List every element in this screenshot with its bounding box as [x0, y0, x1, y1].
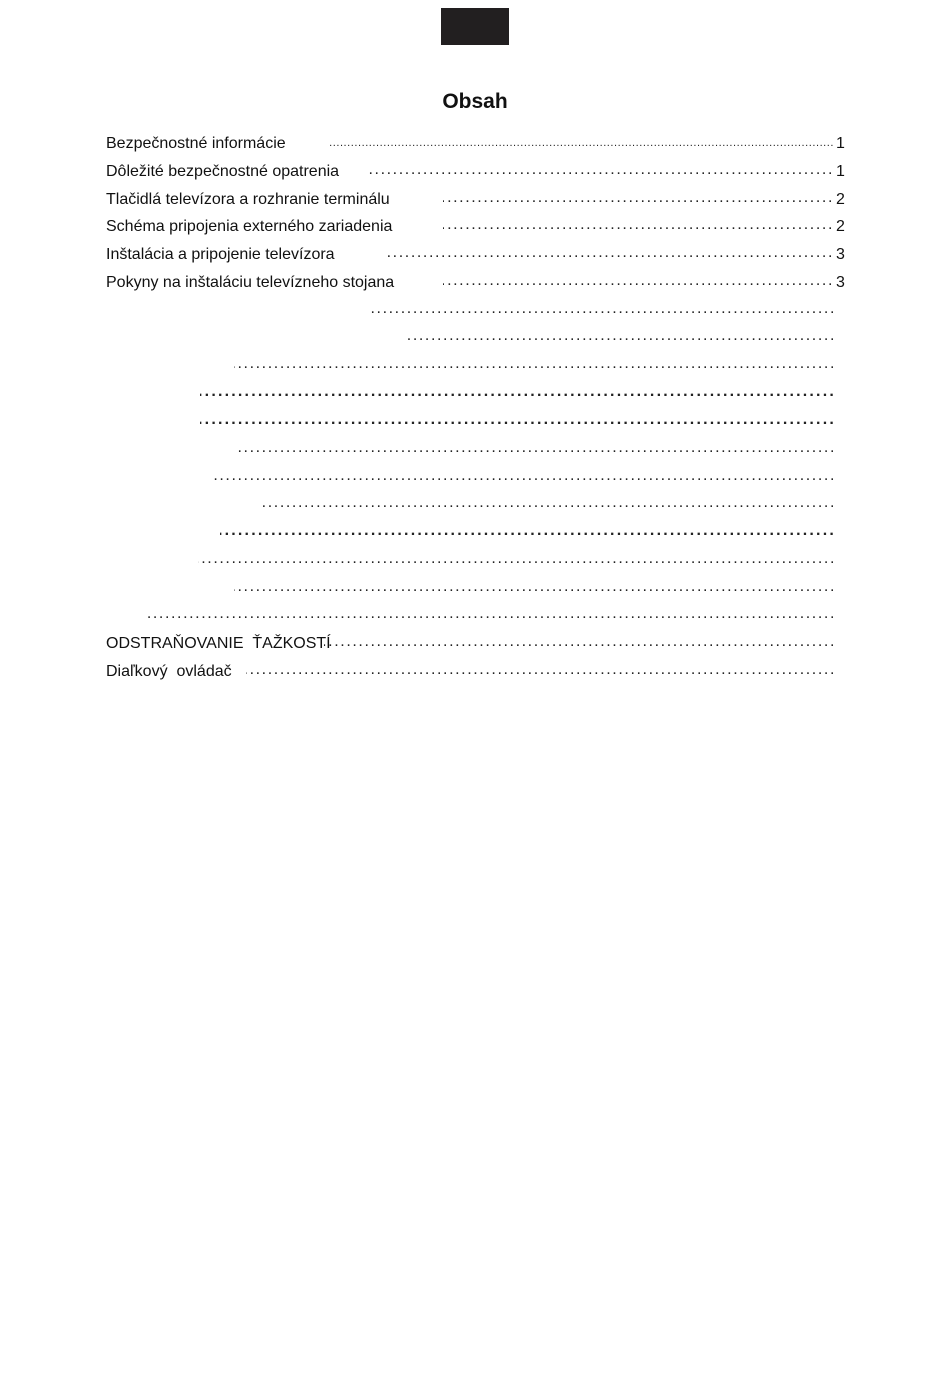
toc-entry-page: 2 [836, 191, 845, 208]
toc-entry-label: Inštalácia a pripojenie televízora [106, 246, 335, 263]
toc-entry[interactable] [0, 213, 950, 241]
dot-leader [234, 575, 836, 603]
empty-leader-row [0, 297, 950, 325]
dot-leader [443, 269, 834, 297]
toc-entry-label: Schéma pripojenia externého zariadenia [106, 218, 393, 235]
toc-entry-label: Pokyny na inštaláciu televízneho stojana [106, 274, 395, 291]
empty-leader-row [0, 436, 950, 464]
toc-entry-label: ODSTRAŇOVANIE ŤAŽKOSTÍ [106, 635, 331, 652]
empty-leader-row [0, 602, 950, 630]
dot-leader [443, 213, 834, 241]
dot-leader [198, 547, 836, 575]
toc-entry[interactable] [0, 269, 950, 297]
toc-entry-page: 2 [836, 218, 845, 235]
toc-entry-label: Tlačidlá televízora a rozhranie terminálu [106, 191, 390, 208]
toc-entry-page: 3 [836, 246, 845, 263]
dot-leader [148, 602, 836, 630]
dot-leader [246, 658, 836, 686]
page-title: Obsah [442, 90, 508, 113]
empty-leader-row [0, 519, 950, 547]
toc-entry-label: Dôležité bezpečnostné opatrenia [106, 163, 340, 180]
toc-entry[interactable] [0, 130, 950, 158]
dot-leader [324, 630, 836, 658]
toc-entry[interactable] [0, 186, 950, 214]
dot-leader [406, 324, 836, 352]
header-black-tab [441, 8, 509, 45]
dot-leader [200, 408, 836, 436]
dot-leader [387, 241, 834, 269]
empty-leader-row [0, 324, 950, 352]
toc-entry[interactable] [0, 158, 950, 186]
dot-leader [260, 491, 836, 519]
toc-entry-label: Bezpečnostné informácie [106, 135, 286, 152]
empty-leader-row [0, 575, 950, 603]
dot-leader [330, 130, 834, 158]
dot-leader [234, 352, 836, 380]
toc-entry-page: 3 [836, 274, 845, 291]
toc-entry-page: 1 [836, 163, 845, 180]
empty-leader-row [0, 352, 950, 380]
empty-leader-row [0, 464, 950, 492]
empty-leader-row [0, 547, 950, 575]
dot-leader [220, 519, 836, 547]
toc-entry[interactable] [0, 241, 950, 269]
dot-leader [443, 186, 834, 214]
toc-entry-label: Diaľkový ovládač [106, 663, 232, 680]
toc-entry[interactable] [0, 630, 950, 658]
empty-leader-row [0, 408, 950, 436]
dot-leader [370, 297, 836, 325]
toc-entry[interactable] [0, 658, 950, 686]
dot-leader [237, 436, 836, 464]
empty-leader-row [0, 380, 950, 408]
toc-entry-page: 1 [836, 135, 845, 152]
dot-leader [368, 158, 834, 186]
dot-leader [200, 380, 836, 408]
empty-leader-row [0, 491, 950, 519]
dot-leader [213, 464, 836, 492]
